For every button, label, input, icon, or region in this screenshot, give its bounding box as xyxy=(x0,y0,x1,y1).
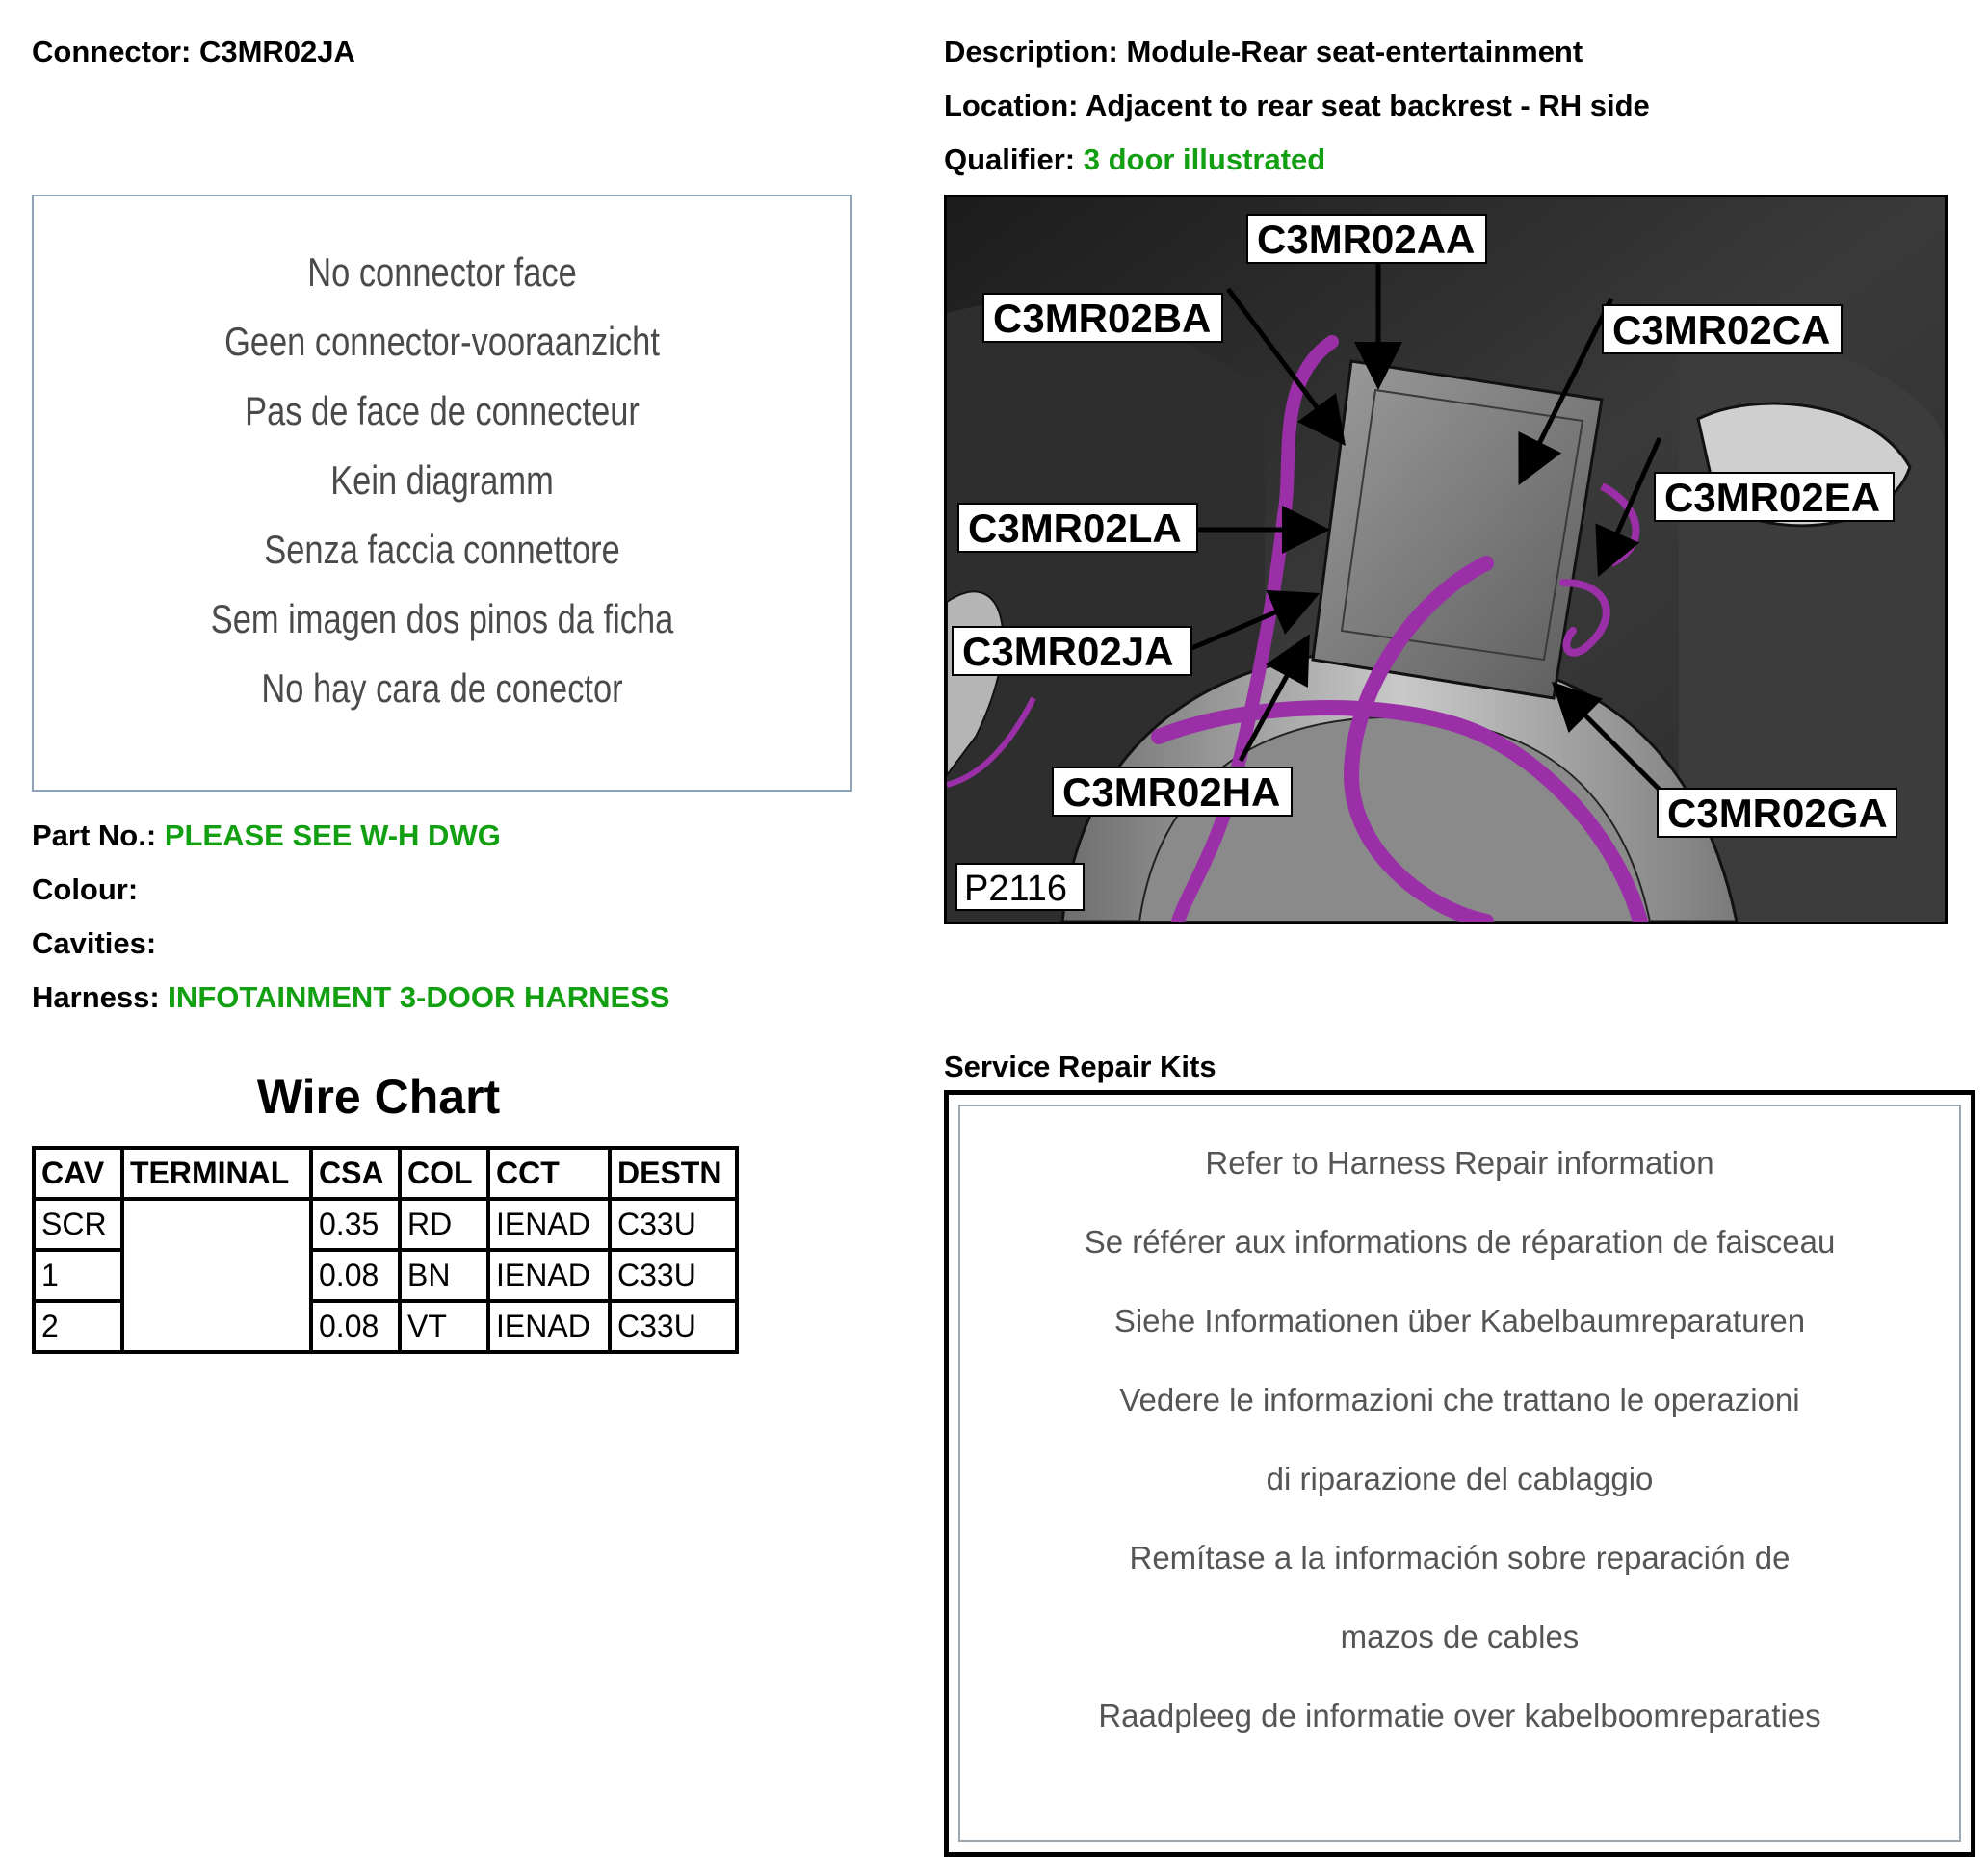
callout-la: C3MR02LA xyxy=(968,506,1182,551)
harness-label: Harness: xyxy=(32,980,160,1014)
cell-csa: 0.08 xyxy=(311,1250,400,1301)
colour-field xyxy=(32,872,138,907)
part-no-field xyxy=(32,819,501,853)
callout-aa: C3MR02AA xyxy=(1257,217,1476,262)
callout-ca: C3MR02CA xyxy=(1612,307,1831,352)
description-label: Description: xyxy=(944,35,1118,68)
wire-chart-header-row xyxy=(34,1148,737,1199)
cell-col: RD xyxy=(400,1199,488,1250)
table-row xyxy=(34,1199,737,1250)
callout-ha: C3MR02HA xyxy=(1062,769,1281,815)
cavities-label: Cavities: xyxy=(32,926,157,960)
no-face-line: Pas de face de connecteur xyxy=(245,388,640,433)
repair-line: Siehe Informationen über Kabelbaumreparaturen xyxy=(1113,1303,1806,1339)
no-connector-face-panel xyxy=(32,195,852,792)
repair-line: Raadpleeg de informatie over kabelboomreparaties xyxy=(1098,1698,1821,1733)
cell-csa: 0.08 xyxy=(311,1301,400,1352)
repair-line: di riparazione del cablaggio xyxy=(1266,1461,1654,1496)
no-face-line: No hay cara de conector xyxy=(261,665,623,711)
description-value: Module-Rear seat-entertainment xyxy=(1126,35,1583,68)
location-label: Location: xyxy=(944,89,1079,122)
cell-col: VT xyxy=(400,1301,488,1352)
wire-chart-title: Wire Chart xyxy=(256,1070,501,1124)
cell-cct: IENAD xyxy=(488,1301,610,1352)
location-value: Adjacent to rear seat backrest - RH side xyxy=(1085,89,1650,122)
cell-cav: 1 xyxy=(34,1250,122,1301)
location-field xyxy=(944,89,1650,123)
cavities-field xyxy=(32,926,156,961)
service-repair-kits-title: Service Repair Kits xyxy=(944,1050,1216,1083)
callout-ga: C3MR02GA xyxy=(1667,791,1888,836)
harness-value: INFOTAINMENT 3-DOOR HARNESS xyxy=(168,980,670,1014)
harness-field xyxy=(32,980,670,1015)
figure-id: P2116 xyxy=(964,869,1068,909)
repair-line: Refer to Harness Repair information xyxy=(1205,1145,1714,1181)
service-repair-kits-inner xyxy=(958,1105,1961,1842)
no-face-line: Geen connector-vooraanzicht xyxy=(224,319,660,364)
cell-cav: SCR xyxy=(34,1199,122,1250)
header-csa: CSA xyxy=(311,1148,400,1199)
no-face-line: Kein diagramm xyxy=(330,457,554,503)
no-face-line: Senza faccia connettore xyxy=(264,527,620,572)
cell-csa: 0.35 xyxy=(311,1199,400,1250)
qualifier-value: 3 door illustrated xyxy=(1083,143,1326,176)
illustration-svg xyxy=(947,197,1945,922)
qualifier-field xyxy=(944,143,1325,177)
location-illustration xyxy=(944,195,1948,924)
repair-line: Remítase a la información sobre reparación de xyxy=(1129,1540,1791,1575)
cell-destn: C33U xyxy=(610,1199,737,1250)
callout-ba: C3MR02BA xyxy=(993,296,1212,341)
repair-line: Se référer aux informations de réparation de faisceau xyxy=(1084,1224,1836,1260)
service-repair-kits-panel xyxy=(944,1090,1975,1857)
callout-ja: C3MR02JA xyxy=(962,629,1174,674)
cell-destn: C33U xyxy=(610,1250,737,1301)
cell-cct: IENAD xyxy=(488,1199,610,1250)
description-field xyxy=(944,35,1583,69)
no-face-line: No connector face xyxy=(307,249,577,295)
connector-value: C3MR02JA xyxy=(198,35,355,68)
cell-terminal xyxy=(122,1199,311,1352)
repair-line: Vedere le informazioni che trattano le operazioni xyxy=(1119,1382,1800,1417)
header-col: COL xyxy=(400,1148,488,1199)
header-cav: CAV xyxy=(34,1148,122,1199)
cell-cav: 2 xyxy=(34,1301,122,1352)
cell-col: BN xyxy=(400,1250,488,1301)
wire-chart-table xyxy=(32,1146,739,1354)
no-face-line: Sem imagen dos pinos da ficha xyxy=(210,596,674,641)
header-destn: DESTN xyxy=(610,1148,737,1199)
callout-ea: C3MR02EA xyxy=(1664,475,1881,520)
header-terminal: TERMINAL xyxy=(122,1148,311,1199)
repair-line: mazos de cables xyxy=(1340,1619,1580,1654)
colour-label: Colour: xyxy=(32,872,139,906)
part-no-value: PLEASE SEE W-H DWG xyxy=(164,819,501,852)
part-no-label: Part No.: xyxy=(32,819,157,852)
connector-label: Connector: xyxy=(32,35,192,68)
qualifier-label: Qualifier: xyxy=(944,143,1076,176)
connector-field xyxy=(32,35,355,69)
cell-destn: C33U xyxy=(610,1301,737,1352)
cell-cct: IENAD xyxy=(488,1250,610,1301)
header-cct: CCT xyxy=(488,1148,610,1199)
